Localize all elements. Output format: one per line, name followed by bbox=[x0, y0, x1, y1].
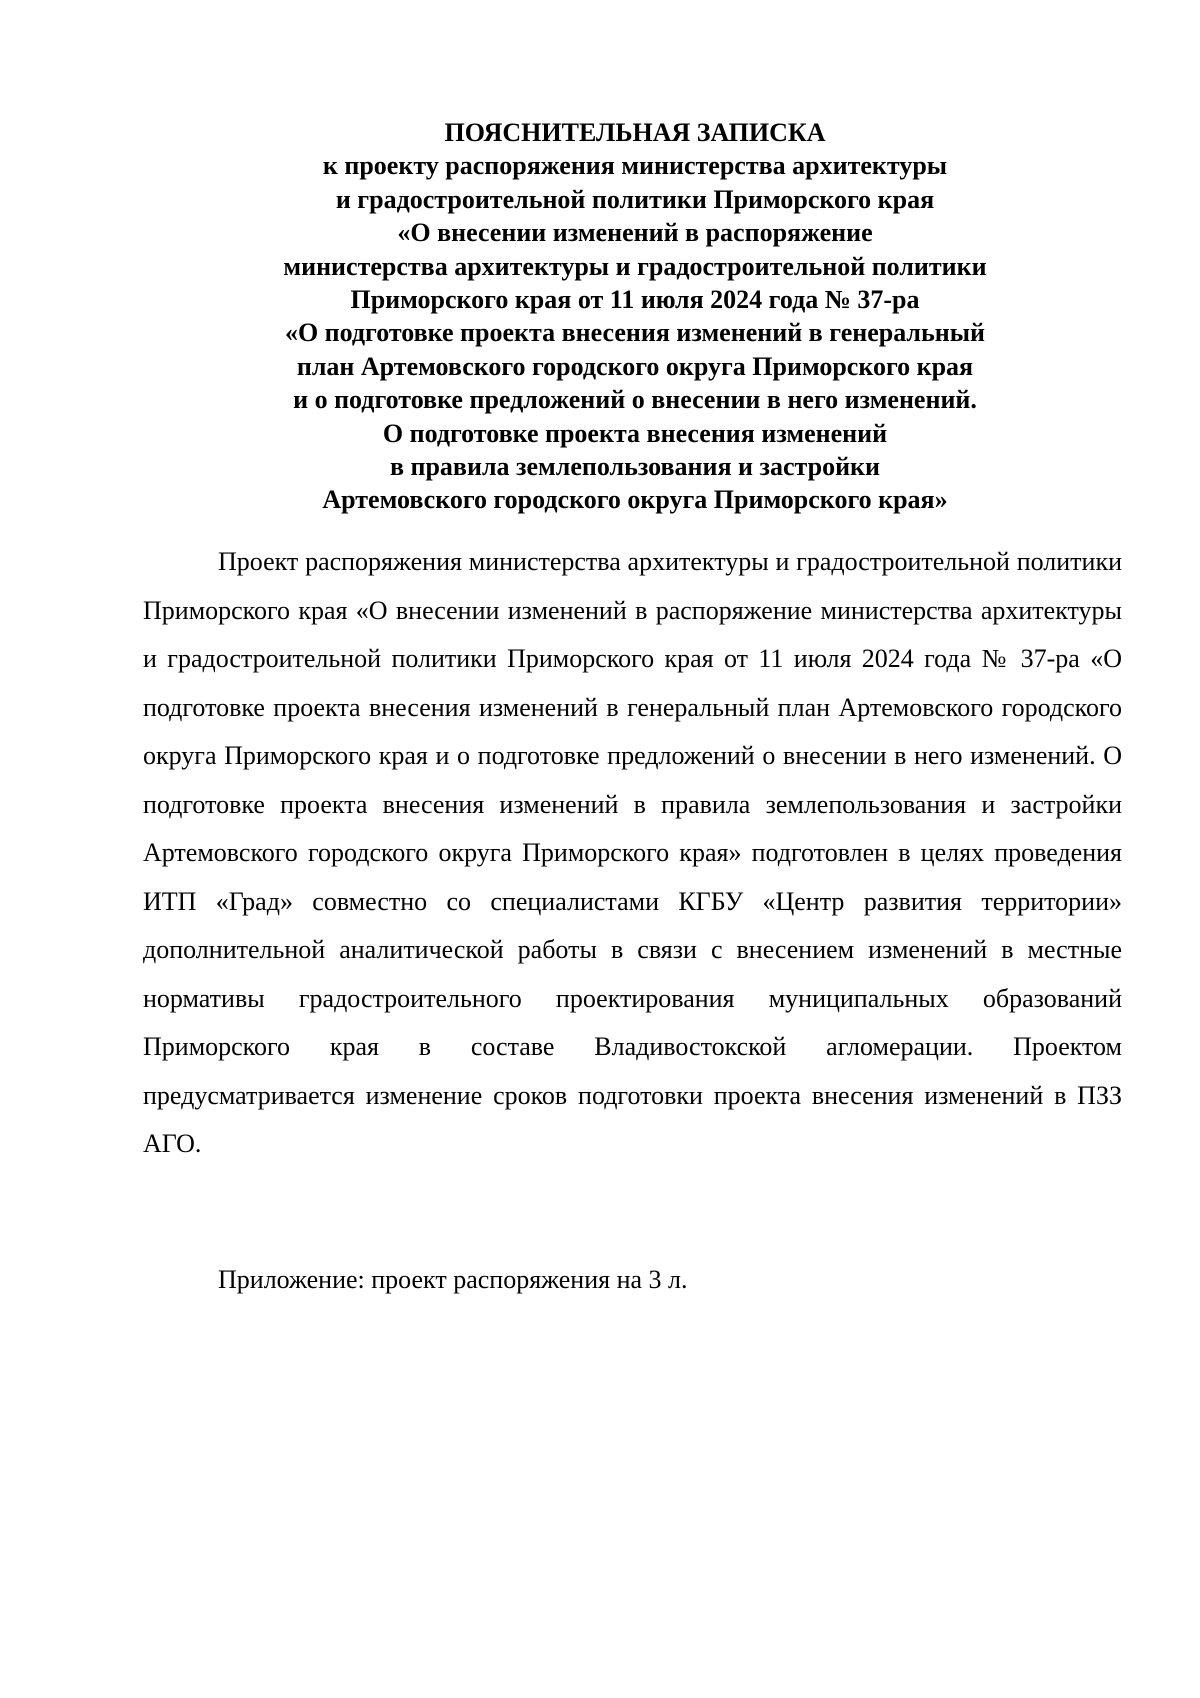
attachment-note: Приложение: проект распоряжения на 3 л. bbox=[218, 1265, 688, 1294]
heading-line: «О подготовке проекта внесения изменений в генеральный bbox=[284, 318, 986, 348]
heading-line: министерства архитектуры и градостроительной политики bbox=[283, 251, 987, 281]
heading-line: «О внесении изменений в распоряжение bbox=[397, 218, 873, 248]
heading-line: О подготовке проекта внесения изменений bbox=[382, 418, 888, 448]
heading-line: и градостроительной политики Приморского края bbox=[335, 184, 935, 214]
heading-line: Артемовского городского округа Приморского края» bbox=[322, 485, 948, 515]
body-paragraph: Проект распоряжения министерства архитектуры и градостроительной политики Приморского края «О внесении изменений в распоряжение министерства архитектуры и градостроительной политики Приморского края от 11 июля 2024 года № 37-ра «О подготовке проекта внесения изменений в генеральный план Артемовского городского округа Приморского края и о подготовке предложений о внесении в него изменений. О подготовке проекта внесения изменений в правила землепользования и застройки Артемовского городского округа Приморского края» подготовлен в целях проведения ИТП «Град» совместно со специалистами КГБУ «Центр развития территории» дополнительной аналитической работы в связи с внесением изменений в местные нормативы градостроительного проектирования муниципальных образований Приморского края в составе Владивостокской агломерации. Проектом предусматривается изменение сроков подготовки проекта внесения изменений в ПЗЗ АГО. bbox=[143, 547, 1122, 1158]
heading-line: Приморского края от 11 июля 2024 года № 37-ра bbox=[350, 285, 920, 315]
heading-line: к проекту распоряжения министерства архитектуры bbox=[322, 151, 948, 181]
document-title: ПОЯСНИТЕЛЬНАЯ ЗАПИСКА bbox=[444, 118, 826, 147]
document-heading bbox=[140, 116, 1130, 517]
heading-line: план Артемовского городского округа Приморского края bbox=[296, 351, 974, 381]
heading-line: в правила землепользования и застройки bbox=[389, 452, 881, 482]
heading-line: и о подготовке предложений о внесении в него изменений. bbox=[293, 385, 977, 415]
